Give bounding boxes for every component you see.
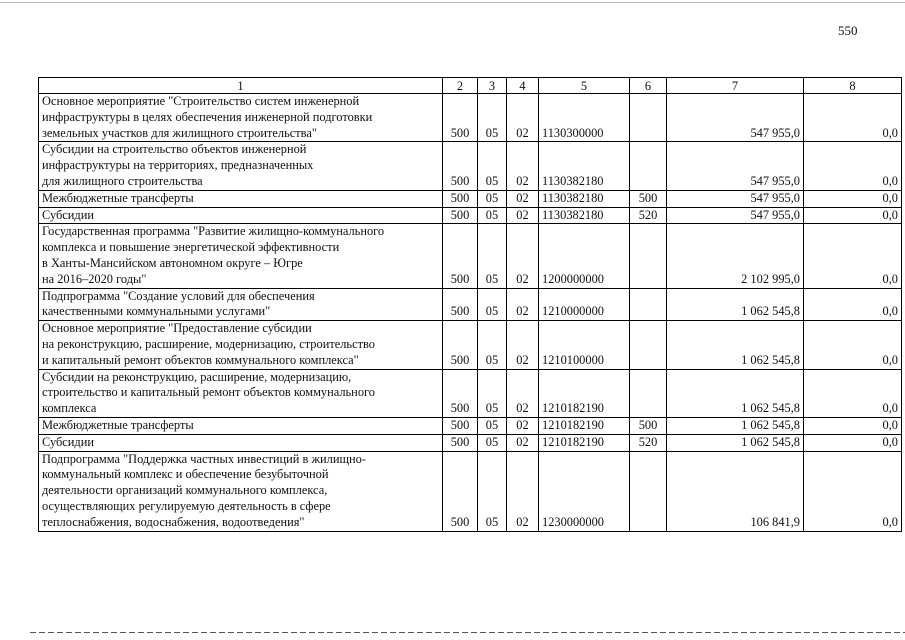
table-row [39,142,902,190]
column-2-cell: 500 [443,434,478,451]
column-7-cell: 1 062 545,8 [667,417,804,434]
row-name-cell: Субсидии на строительство объектов инженерной инфраструктуры на территориях, предназначенных для жилищного строительства [39,142,443,190]
column-3-cell: 05 [478,417,507,434]
column-header: 4 [507,78,539,94]
row-name-cell: Подпрограмма "Поддержка частных инвестиций в жилищно- коммунальный комплекс и обеспечение безубыточной деятельности организаций коммунального комплекса, осуществляющих регулируемую деятельность в сфере теплоснабжения, водоснабжения, водоотведения" [39,451,443,531]
budget-table [38,77,902,532]
column-header: 5 [539,78,630,94]
column-7-cell: 106 841,9 [667,451,804,531]
column-8-cell: 0,0 [804,142,902,190]
column-3-cell: 05 [478,190,507,207]
column-header: 2 [443,78,478,94]
column-header: 7 [667,78,804,94]
table-row [39,451,902,531]
column-7-cell: 1 062 545,8 [667,369,804,417]
column-4-cell: 02 [507,207,539,224]
column-3-cell: 05 [478,321,507,369]
column-2-cell: 500 [443,451,478,531]
table-row [39,417,902,434]
column-8-cell: 0,0 [804,94,902,142]
column-8-cell: 0,0 [804,417,902,434]
row-name-cell: Основное мероприятие "Строительство систем инженерной инфраструктуры в целях обеспечения инженерной подготовки земельных участков для жилищного строительства" [39,94,443,142]
row-name-cell: Субсидии на реконструкцию, расширение, модернизацию, строительство и капитальный ремонт объектов коммунального комплекса [39,369,443,417]
column-3-cell: 05 [478,288,507,321]
table-row [39,224,902,288]
column-2-cell: 500 [443,417,478,434]
column-7-cell: 547 955,0 [667,190,804,207]
column-6-cell [630,321,667,369]
bottom-scan-rule [30,632,905,633]
column-6-cell [630,369,667,417]
column-4-cell: 02 [507,94,539,142]
column-5-cell: 1210182190 [539,434,630,451]
row-name-cell: Основное мероприятие "Предоставление субсидии на реконструкцию, расширение, модернизацию, строительство и капитальный ремонт объектов коммунального комплекса" [39,321,443,369]
column-7-cell: 1 062 545,8 [667,434,804,451]
table-row [39,288,902,321]
column-8-cell: 0,0 [804,321,902,369]
column-3-cell: 05 [478,451,507,531]
column-5-cell: 1130382180 [539,207,630,224]
row-name-cell: Межбюджетные трансферты [39,417,443,434]
top-scan-rule [0,2,905,3]
column-4-cell: 02 [507,417,539,434]
column-2-cell: 500 [443,142,478,190]
column-7-cell: 1 062 545,8 [667,321,804,369]
row-name-cell: Государственная программа "Развитие жилищно-коммунального комплекса и повышение энергетической эффективности в Ханты-Мансийском автономном округе – Югре на 2016–2020 годы" [39,224,443,288]
column-2-cell: 500 [443,190,478,207]
column-4-cell: 02 [507,142,539,190]
column-header: 3 [478,78,507,94]
column-5-cell: 1230000000 [539,451,630,531]
column-2-cell: 500 [443,224,478,288]
column-4-cell: 02 [507,434,539,451]
column-6-cell: 500 [630,190,667,207]
column-5-cell: 1210000000 [539,288,630,321]
column-4-cell: 02 [507,288,539,321]
column-6-cell: 520 [630,207,667,224]
column-header: 6 [630,78,667,94]
column-5-cell: 1210182190 [539,417,630,434]
table-row [39,207,902,224]
column-3-cell: 05 [478,369,507,417]
column-3-cell: 05 [478,224,507,288]
column-5-cell: 1200000000 [539,224,630,288]
column-7-cell: 1 062 545,8 [667,288,804,321]
column-5-cell: 1130382180 [539,142,630,190]
column-2-cell: 500 [443,288,478,321]
table-row [39,94,902,142]
column-5-cell: 1210182190 [539,369,630,417]
column-8-cell: 0,0 [804,451,902,531]
column-8-cell: 0,0 [804,434,902,451]
table-row [39,190,902,207]
column-6-cell: 500 [630,417,667,434]
column-2-cell: 500 [443,94,478,142]
row-name-cell: Субсидии [39,434,443,451]
column-6-cell [630,224,667,288]
column-8-cell: 0,0 [804,190,902,207]
column-3-cell: 05 [478,207,507,224]
column-6-cell [630,142,667,190]
column-8-cell: 0,0 [804,288,902,321]
row-name-cell: Межбюджетные трансферты [39,190,443,207]
table-row [39,369,902,417]
column-7-cell: 547 955,0 [667,207,804,224]
column-6-cell [630,451,667,531]
column-4-cell: 02 [507,190,539,207]
column-5-cell: 1130300000 [539,94,630,142]
row-name-cell: Подпрограмма "Создание условий для обеспечения качественными коммунальными услугами" [39,288,443,321]
column-3-cell: 05 [478,434,507,451]
table-row [39,434,902,451]
column-6-cell: 520 [630,434,667,451]
column-8-cell: 0,0 [804,369,902,417]
column-4-cell: 02 [507,321,539,369]
table-row [39,321,902,369]
column-2-cell: 500 [443,321,478,369]
header-row [39,78,902,94]
column-4-cell: 02 [507,224,539,288]
page-number: 550 [838,23,858,38]
column-3-cell: 05 [478,94,507,142]
column-5-cell: 1210100000 [539,321,630,369]
column-5-cell: 1130382180 [539,190,630,207]
column-7-cell: 547 955,0 [667,142,804,190]
column-6-cell [630,94,667,142]
column-header: 1 [39,78,443,94]
column-2-cell: 500 [443,207,478,224]
column-3-cell: 05 [478,142,507,190]
column-8-cell: 0,0 [804,207,902,224]
column-header: 8 [804,78,902,94]
column-4-cell: 02 [507,451,539,531]
column-2-cell: 500 [443,369,478,417]
table-body [39,94,902,532]
column-7-cell: 2 102 995,0 [667,224,804,288]
row-name-cell: Субсидии [39,207,443,224]
column-6-cell [630,288,667,321]
column-4-cell: 02 [507,369,539,417]
column-8-cell: 0,0 [804,224,902,288]
column-7-cell: 547 955,0 [667,94,804,142]
